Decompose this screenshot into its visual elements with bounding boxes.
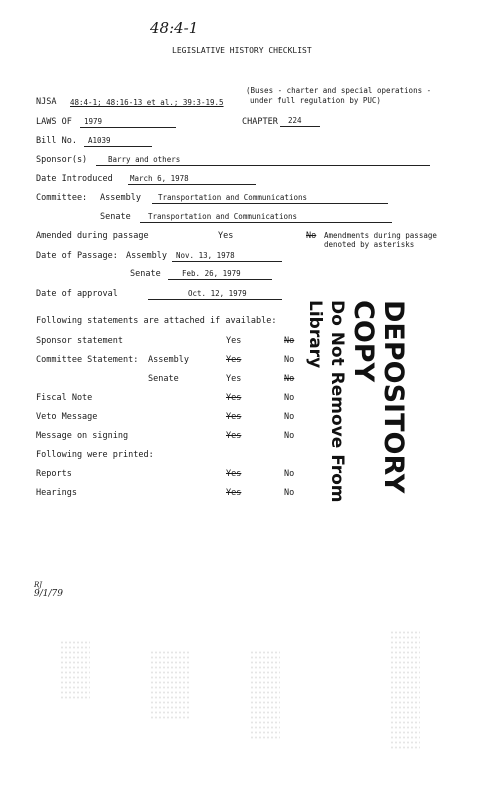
stamp-line2: Do Not Remove From Library — [305, 300, 347, 503]
committee-senate-underline — [140, 222, 392, 223]
printed-heading: Following were printed: — [36, 450, 154, 460]
amended-label: Amended during passage — [36, 231, 149, 241]
date-introduced-value: March 6, 1978 — [130, 174, 189, 183]
njsa-label: NJSA — [36, 97, 57, 107]
amendments-note-line2: denoted by asterisks — [324, 240, 415, 249]
approval-label: Date of approval — [36, 289, 118, 299]
approval-value: Oct. 12, 1979 — [188, 289, 247, 298]
bill-no-label: Bill No. — [36, 136, 77, 146]
amendments-note-line1: Amendments during passage — [324, 231, 437, 240]
statement-signing-yes: Yes — [226, 431, 242, 441]
committee-assembly-value: Transportation and Communications — [158, 193, 308, 202]
printed-reports-label: Reports — [36, 469, 72, 479]
statement-sponsor-yes: Yes — [226, 336, 242, 346]
amended-no: No — [306, 231, 317, 241]
approval-underline — [148, 299, 282, 300]
date-introduced-underline — [128, 184, 256, 185]
statement-fiscal-no: No — [284, 393, 295, 403]
scan-noise — [150, 650, 190, 720]
statement-veto-yes: Yes — [226, 412, 242, 422]
attached-heading: Following statements are attached if available: — [36, 316, 277, 326]
statement-committee-assembly-no: No — [284, 355, 295, 365]
passage-assembly-underline — [172, 261, 282, 262]
passage-senate-label: Senate — [130, 269, 161, 279]
statement-fiscal-yes: Yes — [226, 393, 242, 403]
depository-stamp — [305, 300, 412, 520]
statement-veto-no: No — [284, 412, 295, 422]
laws-of-label: LAWS OF — [36, 117, 72, 127]
statement-signing-no: No — [284, 431, 295, 441]
statement-committee-assembly-yes: Yes — [226, 355, 242, 365]
scan-noise — [60, 640, 90, 700]
committee-senate-label: Senate — [100, 212, 131, 222]
passage-assembly-label: Assembly — [126, 251, 167, 261]
scan-noise — [390, 630, 420, 750]
statement-sponsor-label: Sponsor statement — [36, 336, 123, 346]
bill-no-value: A1039 — [88, 136, 111, 145]
sponsors-label: Sponsor(s) — [36, 155, 88, 165]
passage-assembly-value: Nov. 13, 1978 — [176, 251, 235, 260]
statement-committee-senate: Senate — [148, 374, 179, 384]
page-title: LEGISLATIVE HISTORY CHECKLIST — [172, 46, 312, 55]
sponsors-value: Barry and others — [108, 155, 181, 164]
amended-yes: Yes — [218, 231, 234, 241]
statement-sponsor-no: No — [284, 336, 295, 346]
committee-senate-value: Transportation and Communications — [148, 212, 298, 221]
statement-fiscal-label: Fiscal Note — [36, 393, 93, 403]
chapter-underline — [280, 126, 320, 127]
passage-senate-value: Feb. 26, 1979 — [182, 269, 241, 278]
njsa-value: 48:4-1; 48:16-13 et al.; 39:3-19.5 — [70, 98, 224, 107]
printed-hearings-yes: Yes — [226, 488, 242, 498]
printed-hearings-label: Hearings — [36, 488, 77, 498]
committee-assembly-label: Assembly — [100, 193, 141, 203]
bill-no-underline — [84, 146, 152, 147]
passage-label: Date of Passage: — [36, 251, 118, 261]
printed-hearings-no: No — [284, 488, 295, 498]
passage-senate-underline — [168, 279, 272, 280]
sponsors-underline — [96, 165, 430, 166]
laws-of-underline — [80, 127, 176, 128]
printed-reports-yes: Yes — [226, 469, 242, 479]
statement-committee-label: Committee Statement: — [36, 355, 139, 365]
date-introduced-label: Date Introduced — [36, 174, 113, 184]
footer-initials: RJ — [34, 581, 43, 589]
chapter-label: CHAPTER — [242, 117, 278, 127]
committee-label: Committee: — [36, 193, 88, 203]
statement-committee-senate-no: No — [284, 374, 295, 384]
statement-committee-senate-yes: Yes — [226, 374, 242, 384]
buses-note-line1: (Buses - charter and special operations - — [246, 86, 432, 95]
committee-assembly-underline — [152, 203, 388, 204]
statement-veto-label: Veto Message — [36, 412, 98, 422]
statement-signing-label: Message on signing — [36, 431, 129, 441]
scan-noise — [250, 650, 280, 740]
buses-note-line2: under full regulation by PUC) — [250, 96, 381, 105]
laws-of-value: 1979 — [84, 117, 103, 126]
statement-committee-assembly: Assembly — [148, 355, 189, 365]
chapter-value: 224 — [288, 116, 302, 125]
stamp-line1: DEPOSITORY COPY — [348, 300, 409, 494]
handwritten-reference: 48:4-1 — [150, 19, 199, 37]
printed-reports-no: No — [284, 469, 295, 479]
footer-date: 9/1/79 — [34, 589, 63, 599]
